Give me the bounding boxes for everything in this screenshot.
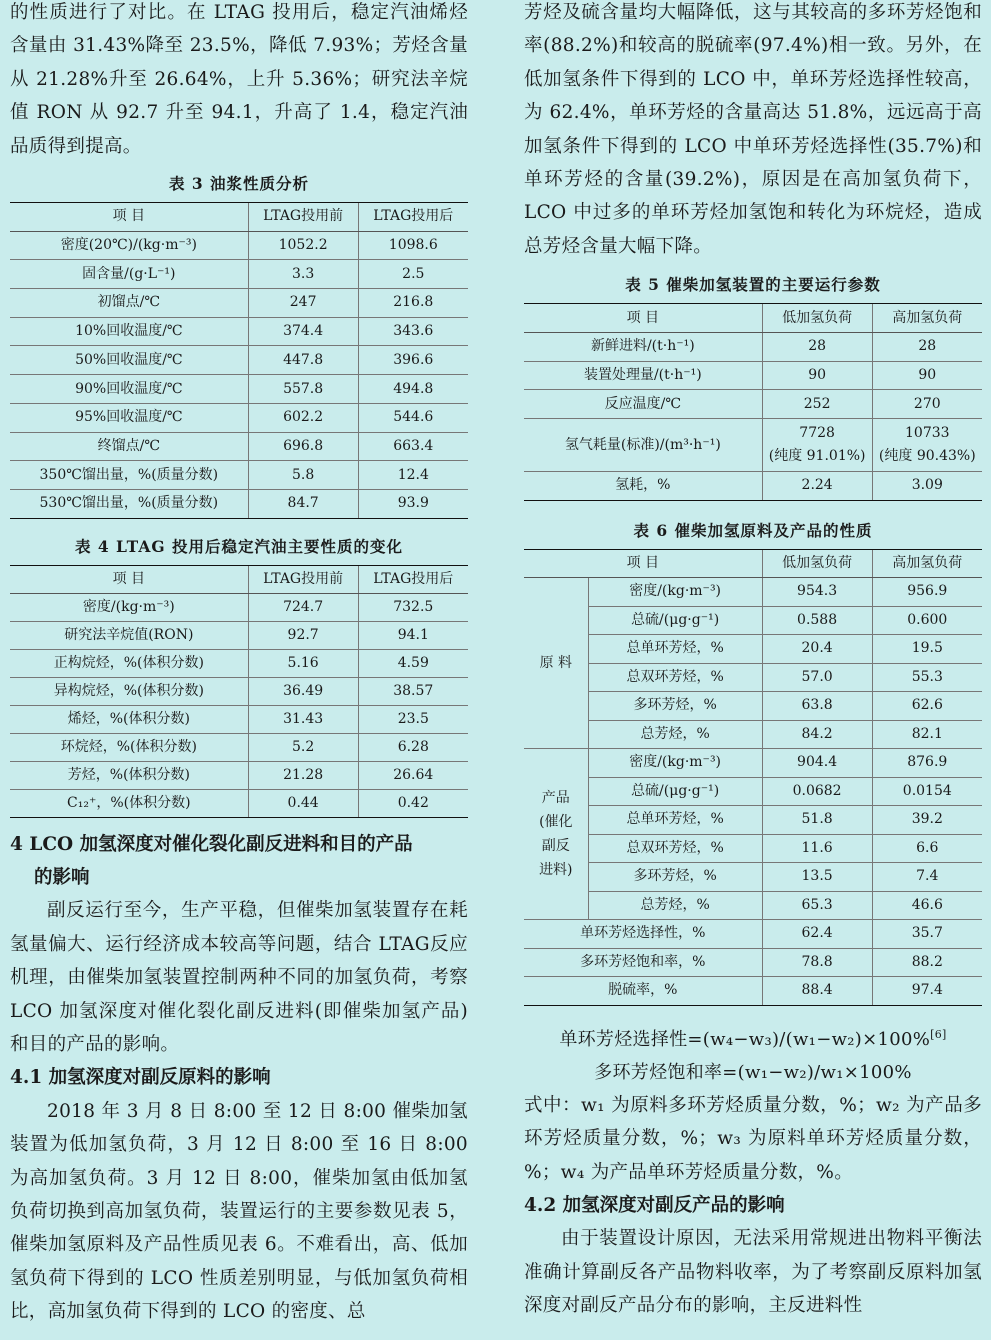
table6-cell: 总单环芳烃，%: [588, 806, 762, 835]
table3-cell: 216.8: [358, 289, 468, 318]
table3-cell: 247: [248, 289, 358, 318]
table5-cell: 28: [872, 332, 982, 361]
table6-group-label: 原 料: [524, 578, 588, 749]
hydrogen-high-value: 10733: [905, 425, 950, 441]
hydrogen-low-value: 7728: [799, 425, 835, 441]
table4-cell: 23.5: [358, 705, 468, 733]
table6-cell: 57.0: [762, 663, 872, 692]
table3-cell: 3.3: [248, 260, 358, 289]
table4-cell: 环烷烃，%(体积分数): [10, 733, 248, 761]
table3-cell: 396.6: [358, 346, 468, 375]
table3-cell: 50%回收温度/℃: [10, 346, 248, 375]
table6-cell: 总双环芳烃，%: [588, 663, 762, 692]
table3-row: [10, 375, 468, 404]
table6-row: [524, 578, 982, 607]
table6-row: [524, 692, 982, 721]
table6-cell: 876.9: [872, 749, 982, 778]
table3-cell: 544.6: [358, 403, 468, 432]
section41-heading: 4.1 加氢深度对副反原料的影响: [10, 1067, 271, 1089]
table6-row: [524, 920, 982, 949]
table6-cell: 904.4: [762, 749, 872, 778]
table3-cell: 1098.6: [358, 231, 468, 260]
table3-row: [10, 461, 468, 490]
table6-cell: 88.4: [762, 977, 872, 1006]
table4-row: [10, 649, 468, 677]
table4-row: [10, 789, 468, 817]
table6-cell: 55.3: [872, 663, 982, 692]
table6-cell: 脱硫率，%: [524, 977, 762, 1006]
table4-cell: 正构烷烃，%(体积分数): [10, 649, 248, 677]
table6-group2-label-line: 副反: [541, 838, 570, 855]
table6-cell: 35.7: [872, 920, 982, 949]
table6-cell: 88.2: [872, 948, 982, 977]
equation1-text: 单环芳烃选择性=(w₄−w₃)/(w₁−w₂)×100%: [559, 1028, 931, 1050]
table3-cell: 10%回收温度/℃: [10, 317, 248, 346]
table3-row: [10, 403, 468, 432]
table4-cell: 38.57: [358, 677, 468, 705]
table6-cell: 63.8: [762, 692, 872, 721]
table3-cell: 93.9: [358, 489, 468, 518]
table3-header-cell: 项 目: [10, 203, 248, 232]
paragraph-section41: 2018 年 3 月 8 日 8:00 至 12 日 8:00 催柴加氢装置为低加氢负荷，3 月 12 日 8:00 至 16 日 8:00 为高加氢负荷。3 月 12 日 8:00，催柴加氢由低加氢负荷切换到高加氢负荷，装置运行的主要参数见表 5，催柴加氢原料及产品性质见表 6。不难看出，高、低加氢负荷下得到的 LCO 性质差别明显，与低加氢负荷相比，高加氢负荷下得到的 LCO 的密度、总: [10, 1100, 468, 1323]
table3-cell: 终馏点/℃: [10, 432, 248, 461]
table3-slurry-properties: [10, 202, 468, 519]
table3-cell: 2.5: [358, 260, 468, 289]
paragraph-aromatics-discussion: 芳烃及硫含量均大幅降低，这与其较高的多环芳烃饱和率(88.2%)和较高的脱硫率(97.4%)相一致。另外，在低加氢条件下得到的 LCO 中，单环芳烃选择性较高，为 62.4%，单环芳烃的含量高达 51.8%，远远高于高加氢条件下得到的 LCO 中单环芳烃选择性(35.7%)和单环芳烃的含量(39.2%)，原因是在高加氢负荷下，LCO 中过多的单环芳烃加氢饱和转化为环烷烃，造成总芳烃含量大幅下降。: [524, 2, 982, 257]
table6-cell: 总芳烃，%: [588, 720, 762, 749]
table6-row: [524, 977, 982, 1006]
table4-cell: 4.59: [358, 649, 468, 677]
table3-row: [10, 346, 468, 375]
table4-cell: 6.28: [358, 733, 468, 761]
table3-row: [10, 231, 468, 260]
left-column: [10, 0, 468, 1329]
table6-cell: 0.600: [872, 606, 982, 635]
table6-cell: 总双环芳烃，%: [588, 834, 762, 863]
table4-caption: 表 4 LTAG 投用后稳定汽油主要性质的变化: [74, 536, 404, 556]
table4-row: [10, 677, 468, 705]
table3-cell: 343.6: [358, 317, 468, 346]
table6-row: [524, 749, 982, 778]
table6-cell: 51.8: [762, 806, 872, 835]
table3-cell: 494.8: [358, 375, 468, 404]
table4-cell: 5.16: [248, 649, 358, 677]
table3-cell: 初馏点/℃: [10, 289, 248, 318]
table4-cell: 密度/(kg·m⁻³): [10, 593, 248, 621]
table6-cell: 62.6: [872, 692, 982, 721]
table5-cell: 90: [762, 361, 872, 390]
table6-cell: 总芳烃，%: [588, 891, 762, 920]
table3-cell: 5.8: [248, 461, 358, 490]
table6-row: [524, 863, 982, 892]
table6-cell: 97.4: [872, 977, 982, 1006]
table5-operating-parameters: [524, 303, 982, 500]
table6-cell: 11.6: [762, 834, 872, 863]
table3-cell: 1052.2: [248, 231, 358, 260]
table6-group-label: [524, 749, 588, 920]
table4-cell: 研究法辛烷值(RON): [10, 621, 248, 649]
table6-caption: 表 6 催柴加氢原料及产品的性质: [633, 520, 873, 540]
table5-cell-hydrogen-high: [872, 419, 982, 472]
table5-cell: 氢气耗量(标准)/(m³·h⁻¹): [524, 419, 762, 472]
table5-header-row: [524, 304, 982, 333]
table3-cell: 84.7: [248, 489, 358, 518]
table6-row: [524, 606, 982, 635]
table5-cell: 252: [762, 390, 872, 419]
table4-row: [10, 705, 468, 733]
table3-header-cell: LTAG投用后: [358, 203, 468, 232]
table3-cell: 663.4: [358, 432, 468, 461]
table6-row: [524, 635, 982, 664]
hydrogen-low-purity: (纯度 91.01%): [768, 448, 866, 464]
table6-row: [524, 777, 982, 806]
table5-cell: 装置处理量/(t·h⁻¹): [524, 361, 762, 390]
table6-cell: 82.1: [872, 720, 982, 749]
table4-header-cell: LTAG投用前: [248, 565, 358, 593]
table4-row: [10, 621, 468, 649]
table5-cell: 270: [872, 390, 982, 419]
table6-row: [524, 948, 982, 977]
table3-cell: 密度(20℃)/(kg·m⁻³): [10, 231, 248, 260]
table6-cell: 20.4: [762, 635, 872, 664]
table4-cell: 5.2: [248, 733, 358, 761]
table3-row: [10, 260, 468, 289]
table4-row: [10, 761, 468, 789]
table4-row: [10, 733, 468, 761]
table3-cell: 95%回收温度/℃: [10, 403, 248, 432]
table6-cell: 多环芳烃，%: [588, 692, 762, 721]
paragraph-olefin-summary: 的性质进行了对比。在 LTAG 投用后，稳定汽油烯烃含量由 31.43%降至 23.5%，降低 7.93%；芳烃含量从 21.28%升至 26.64%，上升 5.36%；研究法辛烷值 RON 从 92.7 升至 94.1，升高了 1.4，稳定汽油品质得到提高。: [10, 2, 468, 157]
table4-cell: 芳烃，%(体积分数): [10, 761, 248, 789]
paragraph-variable-definitions: 式中：w₁ 为原料多环芳烃质量分数，%；w₂ 为产品多环芳烃质量分数，%；w₃ 为原料单环芳烃质量分数，%；w₄ 为产品单环芳烃质量分数，%。: [524, 1094, 982, 1183]
table4-header-cell: LTAG投用后: [358, 565, 468, 593]
table3-cell: 530℃馏出量，%(质量分数): [10, 489, 248, 518]
table5-cell-hydrogen-low: [762, 419, 872, 472]
equation-polyaromatic-saturation: 多环芳烃饱和率=(w₁−w₂)/w₁×100%: [594, 1061, 912, 1083]
table6-row: [524, 806, 982, 835]
table4-cell: 烯烃，%(体积分数): [10, 705, 248, 733]
table3-header-cell: LTAG投用前: [248, 203, 358, 232]
table5-header-cell: 高加氢负荷: [872, 304, 982, 333]
table3-caption: 表 3 油浆性质分析: [168, 174, 310, 194]
table6-cell: 84.2: [762, 720, 872, 749]
table6-cell: 0.0154: [872, 777, 982, 806]
table6-cell: 总硫/(μg·g⁻¹): [588, 777, 762, 806]
table3-cell: 90%回收温度/℃: [10, 375, 248, 404]
table6-cell: 19.5: [872, 635, 982, 664]
section4-heading-line1: 4 LCO 加氢深度对催化裂化副反进料和目的产品: [10, 833, 413, 855]
table6-cell: 956.9: [872, 578, 982, 607]
table4-cell: 732.5: [358, 593, 468, 621]
table3-cell: 602.2: [248, 403, 358, 432]
table6-row: [524, 834, 982, 863]
table4-cell: 31.43: [248, 705, 358, 733]
table5-cell: 3.09: [872, 472, 982, 501]
table3-cell: 447.8: [248, 346, 358, 375]
table4-cell: 0.44: [248, 789, 358, 817]
table5-cell: 28: [762, 332, 872, 361]
table5-row-hydrogen: [524, 419, 982, 472]
table6-group2-label-line: 进料): [539, 862, 573, 879]
equation1-reference: [6]: [930, 1027, 947, 1041]
table5-header-cell: 低加氢负荷: [762, 304, 872, 333]
table4-cell: 0.42: [358, 789, 468, 817]
table4-gasoline-properties: [10, 565, 468, 818]
table4-cell: 异构烷烃，%(体积分数): [10, 677, 248, 705]
table6-group2-label-line: 产品: [541, 790, 570, 807]
table4-cell: 94.1: [358, 621, 468, 649]
table6-cell: 65.3: [762, 891, 872, 920]
hydrogen-high-purity: (纯度 90.43%): [878, 448, 976, 464]
table6-cell: 7.4: [872, 863, 982, 892]
section4-heading-line2: 的影响: [34, 867, 90, 888]
table6-header-cell: 项 目: [524, 549, 762, 578]
table5-cell: 氢耗，%: [524, 472, 762, 501]
table6-cell: 0.588: [762, 606, 872, 635]
table5-row: [524, 361, 982, 390]
table5-row: [524, 332, 982, 361]
table4-cell: 92.7: [248, 621, 358, 649]
table4-header-row: [10, 565, 468, 593]
table3-cell: 696.8: [248, 432, 358, 461]
table5-row: [524, 390, 982, 419]
table4-cell: 21.28: [248, 761, 358, 789]
table3-cell: 374.4: [248, 317, 358, 346]
table5-caption: 表 5 催柴加氢装置的主要运行参数: [625, 275, 881, 295]
table6-cell: 6.6: [872, 834, 982, 863]
table6-header-row: [524, 549, 982, 578]
table6-cell: 13.5: [762, 863, 872, 892]
table5-cell: 2.24: [762, 472, 872, 501]
table6-header-cell: 高加氢负荷: [872, 549, 982, 578]
table3-row: [10, 432, 468, 461]
right-column: [524, 0, 982, 1323]
table4-cell: 724.7: [248, 593, 358, 621]
table3-row: [10, 317, 468, 346]
equation-monoaromatic-selectivity: [524, 1018, 982, 1056]
table6-cell: 46.6: [872, 891, 982, 920]
table6-cell: 多环芳烃，%: [588, 863, 762, 892]
table6-row: [524, 891, 982, 920]
table6-row: [524, 720, 982, 749]
table5-cell: 反应温度/℃: [524, 390, 762, 419]
section42-heading: 4.2 加氢深度对副反产品的影响: [524, 1194, 785, 1216]
table6-cell: 密度/(kg·m⁻³): [588, 578, 762, 607]
paragraph-section4-intro: 副反运行至今，生产平稳，但催柴加氢装置存在耗氢量偏大、运行经济成本较高等问题，结合 LTAG反应机理，由催柴加氢装置控制两种不同的加氢负荷，考察 LCO 加氢深度对催化裂化副反进料(即催柴加氢产品)和目的产品的影响。: [10, 900, 468, 1056]
table3-row: [10, 489, 468, 518]
table5-header-cell: 项 目: [524, 304, 762, 333]
table6-cell: 单环芳烃选择性，%: [524, 920, 762, 949]
table6-group2-label-line: (催化: [539, 814, 573, 831]
table3-row: [10, 289, 468, 318]
table6-cell: 62.4: [762, 920, 872, 949]
table6-cell: 0.0682: [762, 777, 872, 806]
table6-cell: 密度/(kg·m⁻³): [588, 749, 762, 778]
table4-header-cell: 项 目: [10, 565, 248, 593]
table6-feed-product-properties: [524, 549, 982, 1006]
table4-row: [10, 593, 468, 621]
table6-cell: 954.3: [762, 578, 872, 607]
table6-cell: 总硫/(μg·g⁻¹): [588, 606, 762, 635]
table3-cell: 固含量/(g·L⁻¹): [10, 260, 248, 289]
table6-cell: 总单环芳烃，%: [588, 635, 762, 664]
table4-cell: 36.49: [248, 677, 358, 705]
table3-cell: 12.4: [358, 461, 468, 490]
table6-cell: 39.2: [872, 806, 982, 835]
table6-row: [524, 663, 982, 692]
table4-cell: 26.64: [358, 761, 468, 789]
table3-cell: 350℃馏出量，%(质量分数): [10, 461, 248, 490]
table4-cell: C₁₂⁺，%(体积分数): [10, 789, 248, 817]
table5-cell: 90: [872, 361, 982, 390]
table3-header-row: [10, 203, 468, 232]
table3-cell: 557.8: [248, 375, 358, 404]
table6-cell: 78.8: [762, 948, 872, 977]
table6-header-cell: 低加氢负荷: [762, 549, 872, 578]
table6-cell: 多环芳烃饱和率，%: [524, 948, 762, 977]
table5-row: [524, 472, 982, 501]
table5-cell: 新鲜进料/(t·h⁻¹): [524, 332, 762, 361]
paragraph-section42: 由于装置设计原因，无法采用常规进出物料平衡法准确计算副反各产品物料收率，为了考察副反原料加氢深度对副反产品分布的影响，主反进料性: [524, 1228, 982, 1317]
